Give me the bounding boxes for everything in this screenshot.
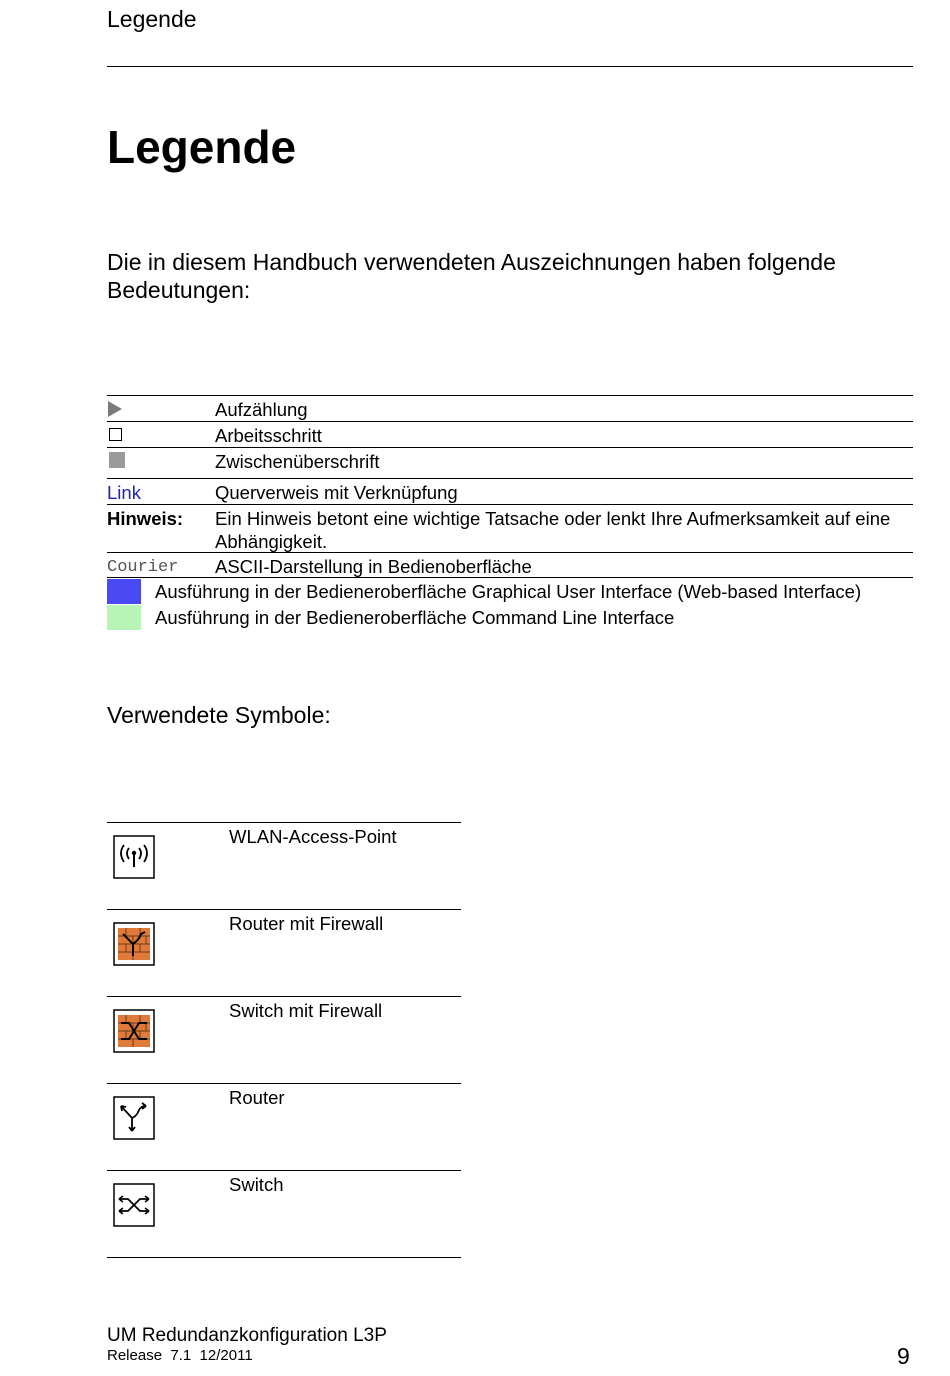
symbol-label: Switch [229, 1174, 284, 1195]
router-firewall-icon [113, 922, 155, 966]
switch-firewall-icon [113, 1009, 155, 1053]
page-title: Legende [107, 121, 297, 173]
hollow-square-icon [109, 428, 122, 441]
page-number: 9 [897, 1343, 910, 1369]
legend-row [107, 447, 913, 478]
symbol-row [107, 822, 461, 909]
legend-description: Ausführung in der Bedieneroberfläche Command Line Interface [155, 607, 675, 628]
legend-color-row [107, 577, 913, 604]
legend-row [107, 421, 913, 447]
legend-description: Arbeitsschritt [215, 425, 322, 446]
switch-icon [113, 1183, 155, 1227]
legend-table [107, 395, 913, 630]
symbols-heading: Verwendete Symbole: [107, 702, 331, 728]
footer-document-title: UM Redundanzkonfiguration L3P [107, 1325, 387, 1346]
symbol-row [107, 996, 461, 1083]
legend-courier-sample: Courier [107, 558, 179, 577]
legend-description: Ein Hinweis betont eine wichtige Tatsache oder lenkt Ihre Aufmerksamkeit auf eine Abhängigkeit. [215, 508, 891, 552]
legend-row [107, 478, 913, 504]
legend-description: ASCII-Darstellung in Bedienoberfläche [215, 556, 532, 577]
legend-row [107, 395, 913, 421]
wlan-access-point-icon [113, 835, 155, 879]
legend-row [107, 504, 913, 552]
legend-color-row [107, 604, 913, 630]
symbol-row [107, 1170, 461, 1258]
legend-description: Ausführung in der Bedieneroberfläche Graphical User Interface (Web-based Interface) [155, 581, 862, 602]
cli-color-swatch [107, 605, 141, 630]
symbol-label: Switch mit Firewall [229, 1000, 383, 1021]
legend-link-sample: Link [107, 482, 141, 503]
symbols-table [107, 822, 461, 1258]
running-header: Legende [107, 6, 197, 32]
gui-color-swatch [107, 579, 141, 604]
router-icon [113, 1096, 155, 1140]
legend-description: Querverweis mit Verknüpfung [215, 482, 458, 503]
legend-note-sample: Hinweis: [107, 508, 184, 529]
symbol-row [107, 1083, 461, 1170]
legend-description: Aufzählung [215, 399, 308, 420]
footer-release: Release 7.1 12/2011 [107, 1347, 253, 1364]
intro-paragraph: Die in diesem Handbuch verwendeten Auszeichnungen haben folgende Bedeutungen: [107, 249, 836, 303]
legend-row [107, 552, 913, 577]
gray-square-icon [109, 452, 125, 468]
header-rule [107, 66, 913, 67]
symbol-label: Router [229, 1087, 285, 1108]
symbol-row [107, 909, 461, 996]
legend-description: Zwischenüberschrift [215, 451, 380, 472]
symbol-label: Router mit Firewall [229, 913, 384, 934]
triangle-bullet-icon [108, 401, 122, 417]
symbol-label: WLAN-Access-Point [229, 826, 397, 847]
